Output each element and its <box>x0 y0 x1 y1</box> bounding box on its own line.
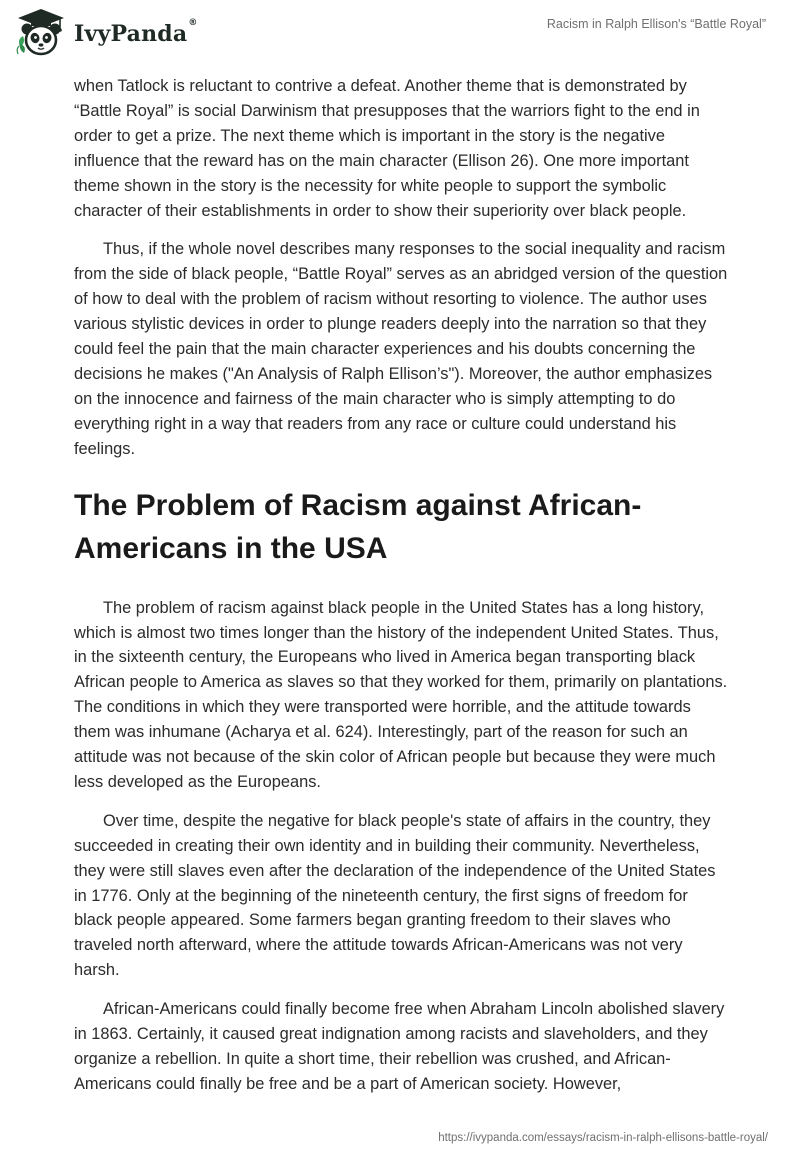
running-title: Racism in Ralph Ellison's “Battle Royal” <box>546 17 766 31</box>
essay-content <box>74 74 730 1111</box>
logo-wordmark: IvyPanda® <box>74 18 198 47</box>
page-header <box>0 0 800 70</box>
panda-graduate-icon <box>14 7 68 61</box>
paragraph-continuation: when Tatlock is reluctant to contrive a defeat. Another theme that is demonstrated by “Battle Royal” is social Darwinism that presupposes that the warriors fight to the end in order to get a prize. The next theme which is important in the story is the negative influence that the reward has on the main character (Ellison 26). One more important theme shown in the story is the necessity for white people to support the symbolic character of their establishments in order to show their superiority over black people. <box>74 77 700 220</box>
paragraph: African-Americans could finally become free when Abraham Lincoln abolished slavery in 1863. Certainly, it caused great indignation among racists and slaveholders, and they organize a rebellion. In quite a short time, their rebellion was crushed, and African-Americans could finally be free and be a part of American society. However, <box>74 1000 725 1093</box>
source-url[interactable]: https://ivypanda.com/essays/racism-in-ralph-ellisons-battle-royal/ <box>438 1132 768 1144</box>
registered-mark: ® <box>188 18 198 28</box>
paragraph: Over time, despite the negative for black people's state of affairs in the country, they succeeded in creating their own identity and in building their community. Nevertheless, they were still slaves even after the declaration of the independence of the United States in 1776. Only at the beginning of the nineteenth century, the first signs of freedom for black people appeared. Some farmers began granting freedom to their slaves who traveled north afterward, where the attitude towards African-Americans was not very harsh. <box>74 811 716 980</box>
ivypanda-logo[interactable] <box>14 6 198 62</box>
paragraph: Thus, if the whole novel describes many responses to the social inequality and racism from the side of black people, “Battle Royal” serves as an abridged version of the question of how to deal with the problem of racism without resorting to violence. The author uses various stylistic devices in order to plunge readers deeply into the narration so that they could feel the pain that the main character experiences and his doubts concerning the decisions he makes ("An Analysis of Ralph Ellison’s"). Moreover, the author emphasizes on the innocence and fairness of the main character who is simply attempting to do everything right in a way that readers from any race or culture could understand his feelings. <box>74 240 728 458</box>
paragraph: The problem of racism against black people in the United States has a long history, which is almost two times longer than the history of the independent United States. Thus, in the sixteenth century, the Europeans who lived in America began transporting black African people to America as slaves so that they worked for them, primarily on plantations. The conditions in which they were transported were horrible, and the attitude towards them was inhumane (Acharya et al. 624). Interestingly, part of the reason for such an attitude was not because of the skin color of African people but because they were much less developed as the Europeans. <box>74 598 728 791</box>
section-heading: The Problem of Racism against African-Americans in the USA <box>74 488 642 565</box>
